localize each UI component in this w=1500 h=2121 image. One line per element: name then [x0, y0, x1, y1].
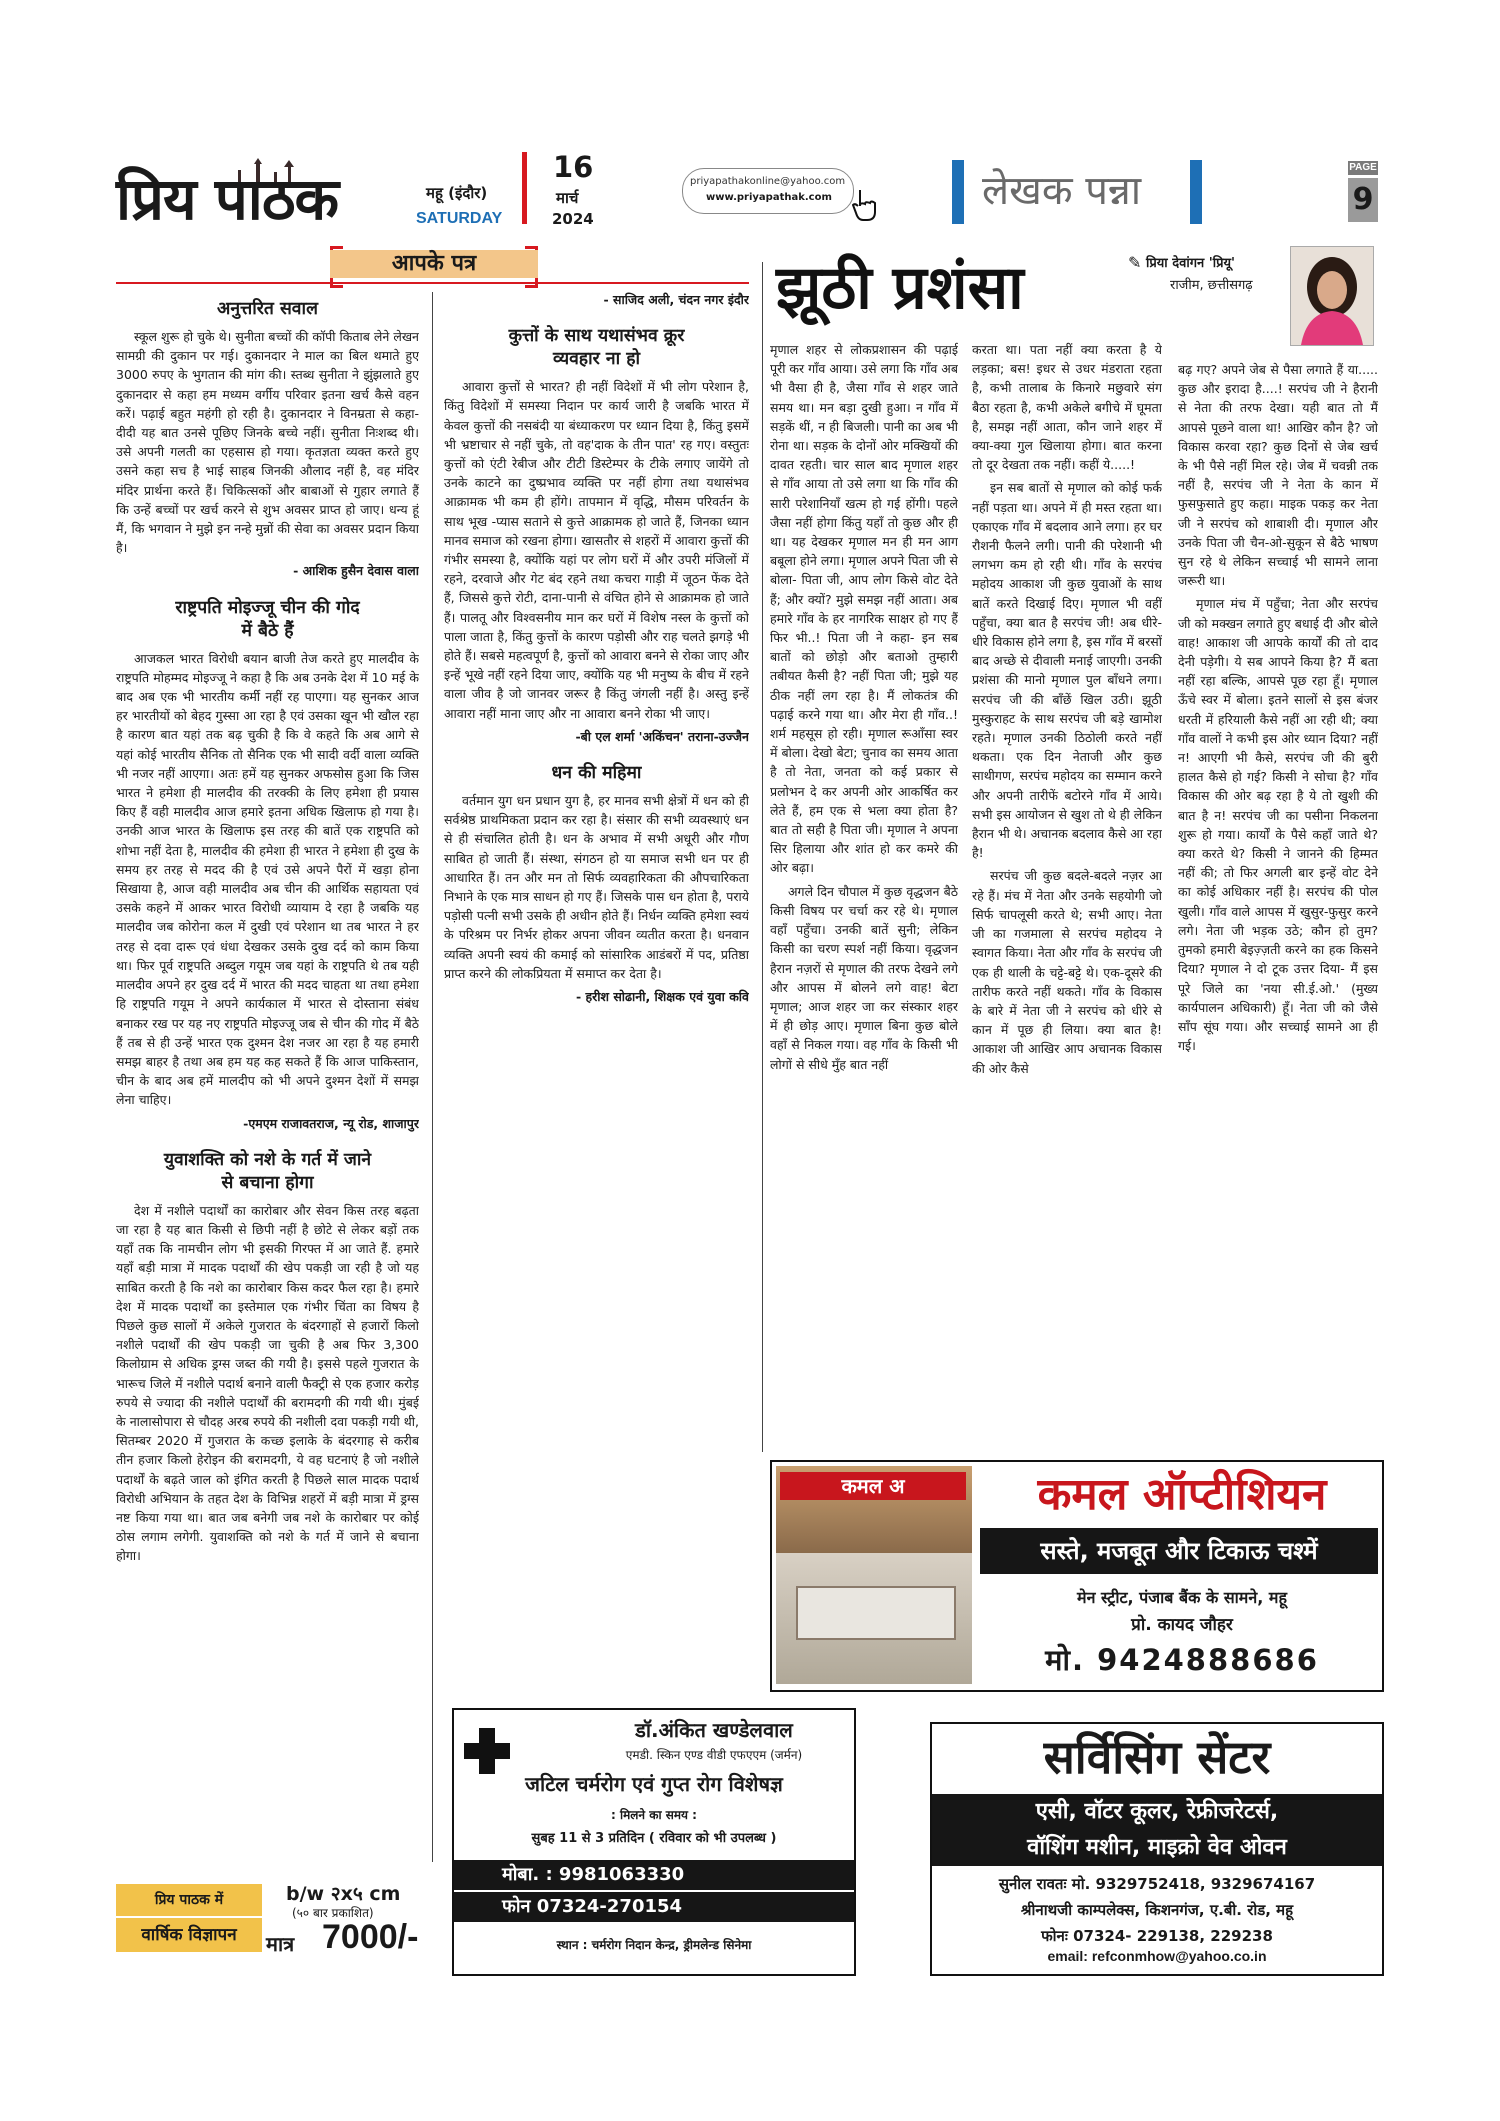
- rate-prefix: मात्र: [266, 1932, 295, 1956]
- doctor-name: डॉ.अंकित खण्डेलवाल: [635, 1718, 793, 1742]
- column-rule: [762, 262, 763, 1452]
- story-author: प्रिया देवांगन 'प्रियू': [1146, 256, 1236, 271]
- story-paragraph: अगले दिन चौपाल में कुछ वृद्धजन बैठे किसी विषय पर चर्चा कर रहे थे। मृणाल वहाँ पहुँचा। उनकी बातें सुनी; लेकिन किसी का चरण स्पर्श नहीं किया। वृद्धजन हैरान नज़रों से मृणाल की तरफ देखने लगे और आपस में बोलने लगे वाह! बेटा मृणाल; आज शहर जा कर संस्कार शहर में ही छोड़ आए। मृणाल बिना कुछ बोले वहाँ से निकल गया। वह गाँव के किसी भी लोगों से सीधे मुँह बात नहीं: [770, 883, 958, 1072]
- servicing-phone: फोनः 07324- 229138, 229238: [1041, 1927, 1273, 1945]
- doctor-mobile: मोबा. : 9981063330: [454, 1860, 854, 1890]
- story-paragraph: बढ़ गए? अपने जेब से पैसा लगाते हैं या..... कुछ और इरादा है....! सरपंच जी ने हैरानी से नेता की तरफ देखा। यही बात तो मैं आपसे पूछने वाला था! आखिर कौन है? जो विकास करवा रहा? कुछ दिनों से जेब खर्च के भी पैसे नहीं मिल रहे। जेब में चवन्नी तक नहीं है, सरपंच जी ने नेता के कान में फुसफुसाते हुए कहा। माइक पकड़ कर नेता जी ने सरपंच को शाबाशी दी। मृणाल और उनके पिता जी चैन-ओ-सुकून से बैठे भाषण सुन रहे थे लेकिन सच्चाई भी सामने लाना जरूरी था।: [1178, 362, 1378, 589]
- story-paragraph: करता था। पता नहीं क्या करता है ये लड़का; बस! इधर से उधर मंडराता रहता है, कभी तालाब के किनारे मछुवारे संग बैठा रहता है, कभी अकेले बगीचे में घूमता है, समझ नहीं आता, कौन जाने शहर में क्या-क्या गुल खिलाया होगा। बात करना तो दूर देखता तक नहीं। कहीं ये.....!: [972, 342, 1162, 473]
- letter-title: युवाशक्ति को नशे के गर्त में जाने से बचाना होगा: [163, 1149, 372, 1193]
- ad-title: कमल ऑप्टीशियन: [1037, 1469, 1327, 1520]
- shop-photo: [776, 1466, 972, 1684]
- story-paragraph: सरपंच जी कुछ बदले-बदले नज़र आ रहे हैं। मंच में नेता और उनके सहयोगी जो सिर्फ चापलूसी करते थे; सभी आए। नेता जी का गजमाला से सरपंच महोदय ने स्वागत किया। नेता और गाँव के सरपंच जी एक ही थाली के चट्टे-बट्टे थे। एक-दूसरे की तारीफ करते नहीं थकते। गाँव के विकास के बारे में नेता जी ने सरपंच को धीरे से कान में पूछ ही लिया। क्या बात है! आकाश जी आखिर आप अचानक विकास की ओर कैसे: [972, 868, 1162, 1076]
- dateline-city: महू (इंदौर): [426, 184, 488, 202]
- letter-body: स्कूल शुरू हो चुके थे। सुनीता बच्चों की कॉपी किताब लेने लेखन सामग्री की दुकान पर गई। दुकानदार ने माल का बिल थमाते हुए 3000 रुपए के भुगतान की मांग की। स्तब्ध सुनीता ने झुंझलाते हुए दुकानदार से कहा हम मध्यम वर्गीय परिवार इतना खर्च कैसे वहन करें। पढ़ाई बहुत महंगी हो रही है। दुकानदार ने विनम्रता से कहा- दीदी यह बात उनसे पूछिए जिनके बच्चे नहीं। सुनीता निःशब्द थी। उसे अपनी गलती का एहसास हो गया। कृतज्ञता व्यक्त करते हुए उसने कहा सच है भाई साहब जिनकी औलाद नहीं है, वह मंदिर मंदिर प्रार्थना करते हैं। चिकित्सकों और बाबाओं से गुहार लगाते हैं कि उन्हें बच्चों पर खर्च करने से शुभ अवसर प्राप्त हो जाए। धन्य हूं मैं, कि भगवान ने मुझे इन नन्हे मुन्नों की सेवा का अवसर प्रदान किया है।: [116, 329, 419, 556]
- rate-note: (५० बार प्रकाशित): [292, 1906, 374, 1920]
- story-column-3: [1178, 360, 1378, 1452]
- doctor-phone: फोन 07324-270154: [454, 1892, 854, 1922]
- story-paragraph: मृणाल मंच में पहुँचा; नेता और सरपंच जी को मक्खन लगाते हुए बधाई दी और बोले वाह! आकाश जी आपके कार्यों की तो दाद देनी पड़ेगी। ये सब आपने किया है? मैं बता नहीं रहा बल्कि, आपसे पूछ रहा हूँ। मृणाल ऊँचे स्वर में बोला। इतने सालों से इस बंजर धरती में हरियाली कैसे नहीं आ रही थी; क्या गाँव वालों ने कभी इस ओर ध्यान दिया? नहीं न! आएगी भी कैसे, सरपंच जी की बुरी हालत कैसे हो गई? किसी ने सोचा है? गाँव विकास की ओर बढ़ रहा है ये तो खुशी की बात है न! सरपंच जी का पसीना निकलना शुरू हो गया। कार्यों के पैसे कहाँ जाते थे? क्या करते थे? किसी ने जानने की हिम्मत नहीं की; तो फिर अगली बार इन्हें वोट देने का कोई अधिकार नहीं है। सरपंच की पोल खुली। गाँव वाले आपस में खुसुर-फुसुर करने लगे। नेता जी भड़क उठे; कौन हो तुम? तुमको हमारी बेइज़्ज़ती करने का हक किसने दिया? मृणाल ने दो टूक उत्तर दिया- मैं इस पूरे जिले का 'नया सी.ई.ओ.' (मुख्य कार्यपालन अधिकारी) हूँ। नेता जी को जैसे साँप सूंघ गया। और सच्चाई सामने आ ही गई।: [1178, 596, 1378, 1054]
- pointer-hand-icon: [852, 188, 880, 226]
- rate-size: b/w २x५ cm: [286, 1883, 401, 1905]
- column-rule: [432, 292, 433, 1862]
- servicing-contact: सुनील रावतः मो. 9329752418, 9329674167: [998, 1875, 1316, 1893]
- contact-email[interactable]: priyapathakonline@yahoo.com: [690, 176, 846, 187]
- story-title: झूठी प्रशंसा: [776, 253, 1024, 323]
- letters-section-title: आपके पत्र: [330, 250, 538, 278]
- servicing-services-1: एसी, वॉटर कूलर, रेफ्रीजरेटर्स,: [932, 1794, 1382, 1830]
- medical-cross-icon: [464, 1728, 510, 1774]
- letter-body: वर्तमान युग धन प्रधान युग है, हर मानव सभी क्षेत्रों में धन को ही सर्वश्रेष्ठ प्राथमिकता प्रदान कर रहा है। संसार की सभी व्यवस्थाएं धन से ही संचालित होती है। धन के अभाव में सभी अधूरी और गौण साबित हो जाती हैं। संस्था, संगठन हो या समाज सभी धन पर ही आधारित हैं। तन और मन तो सिर्फ व्यवहारिकता की औपचारिकता निभाने के एक मात्र साधन हो गए हैं। जिसके पास धन होता है, पराये पड़ोसी पत्नी सभी उसके ही अधीन होते हैं। निर्धन व्यक्ति हमेशा स्वयं के परिश्रम पर निर्भर होकर अपना जीवन व्यतीत करता है। धनवान व्यक्ति अपनी स्वयं की कमाई को सांसारिक आडंबरों में पद, प्रतिष्ठा प्राप्त करने की लोकप्रियता में समाप्त कर देता है।: [444, 793, 749, 981]
- dateline-month: मार्च: [556, 189, 579, 207]
- servicing-email[interactable]: email: refconmhow@yahoo.co.in: [1047, 1948, 1267, 1964]
- brand-name: प्रिय पाठक: [116, 165, 339, 233]
- page-number: 9: [1348, 178, 1378, 222]
- dateline-year: 2024: [552, 210, 594, 228]
- letters-column-2: [444, 288, 749, 1668]
- ad-servicing-center[interactable]: [930, 1722, 1384, 1976]
- story-column-2: [972, 340, 1162, 1452]
- letter-title: अनुत्तरित सवाल: [217, 299, 318, 319]
- ad-owner: प्रो. कायद जौहर: [1131, 1615, 1233, 1635]
- ad-mobile: मो. 9424888686: [1045, 1643, 1319, 1677]
- shop-sign: कमल अ: [780, 1472, 966, 1500]
- ad-rate-box: [116, 1880, 419, 1960]
- doctor-place: स्थान : चर्मरोग निदान केन्द्र, ड्रीमलेन्ड सिनेमा: [556, 1938, 752, 1952]
- letter-author: - हरीश सोढानी, शिक्षक एवं युवा कवि: [575, 989, 749, 1005]
- letter-author: - साजिद अली, चंदन नगर इंदौर: [603, 292, 749, 307]
- doctor-degree: एमडी. स्किन एण्ड वीडी एफएएम (जर्मन): [625, 1748, 803, 1762]
- story-location: राजीम, छत्तीसगढ़: [1170, 278, 1253, 293]
- letter-author: - आशिक हुसैन देवास वाला: [293, 563, 419, 579]
- section-title: लेखक पन्ना: [982, 168, 1142, 214]
- brand-logo: [116, 158, 364, 236]
- ad-tagline: सस्ते, मजबूत और टिकाऊ चश्में: [980, 1528, 1378, 1574]
- servicing-services-2: वॉशिंग मशीन, माइक्रो वेव ओवन: [932, 1830, 1382, 1866]
- contact-oval: [682, 168, 854, 214]
- rate-price: 7000/-: [322, 1918, 419, 1956]
- letter-body: आजकल भारत विरोधी बयान बाजी तेज करते हुए मालदीव के राष्ट्रपति मोहम्मद मोइज्जू ने कहा है कि अब उनके देश में 10 मई के बाद अब एक भी भारतीय कर्मी नहीं रह पाएगा। यह सुनकर आज हर भारतीयों को बेहद गुस्सा आ रहा है एवं उसका खून भी खौल रहा है कारण बात यहां तक बढ़ चुकी है कि वे कहते कि अब आगे से यहां कोई भारतीय सैनिक तो सैनिक एक भी सादी वर्दी वाला व्यक्ति भी नजर नहीं आएगा। अतः हमें यह सुनकर अफसोस हुआ कि जिस भारत ने हमेशा ही मालदीव की तरक्की के लिए हमेशा ही प्रयास किए हैं वही मालदीव आज हमारे इतना अधिक खिलाफ हो गया है। उनकी आज भारत के खिलाफ इस तरह की बातें एक राष्ट्रपति को शोभा नहीं देता है, मालदीव की हमेशा ही भारत ने हमेशा ही दुख के समय हर तरह से मदद की है एवं उसे अपने पैरों में खड़ा होना सिखाया है, आज वही मालदीव अब चीन की आर्थिक सहायता एवं उसके कहने में आकर भारत विरोधी व्यायाम दे रहा है जबकि यह मालदीव जब कोरोना कल में दुखी एवं परेशान था तब भारत ने हर तरह से दवा दारू एवं धंधा देखकर उसके दुख दर्द को काम किया था। फिर पूर्व राष्ट्रपति अब्दुल गयूम जब यहां के राष्ट्रपति थे तब यही मालदीव अपने हर दुख दर्द में भारत की मदद चाहता था तथा हमेशा हि राष्ट्रपति गयूम ने अपने कार्यकाल में भारत से दोस्ताना संबंध बनाकर रख पर यह नए राष्ट्रपति मोइज्जू जब से चीन की गोद में बैठे हैं तब से ही उन्हें भारत एक दुश्मन देश नजर आ रहा है यह हमारी समझ बाहर है तथा अब हम यह कह सकते हैं कि आज पाकिस्तान, चीन के बाद अब हमें मालदीप को भी अपने दुश्मन देशों में समझ लेना चाहिए।: [116, 650, 419, 1108]
- story-paragraph: मृणाल शहर से लोकप्रशासन की पढ़ाई पूरी कर गाँव आया। उसे लगा कि गाँव अब भी वैसा ही है, जैसा गाँव से शहर जाते समय था। मन बड़ा दुखी हुआ। न गाँव में सड़कें थीं, न ही बिजली। पानी का अब भी रोना था। सड़क के दोनों ओर मक्खियों की दावत रहती। चार साल बाद मृणाल शहर से गाँव आया तो उसे लगा था कि गाँव की सारी परेशानियाँ खत्म हो गई होंगी। पहले जैसा नहीं होगा किंतु यहाँ तो कुछ और ही था। यह देखकर मृणाल मन ही मन आग बबूला होने लगा। मृणाल अपने पिता जी से बोला- पिता जी, आप लोग किसे वोट देते हैं; और क्यों? मुझे समझ नहीं आता। अब हमारे गाँव के हर नागरिक साक्षर हो गए हैं फिर भी..! पिता जी ने कहा- इन सब बातों को छोड़ो और बताओ तुम्हारी तबीयत कैसी है? नहीं पिता जी; मुझे यह ठीक नहीं लग रहा है। मैं लोकतंत्र की पढ़ाई करने गया था। और मेरा ही गाँव..! शर्म महसूस हो रही। मृणाल रूआँसा स्वर में बोला। देखो बेटा; चुनाव का समय आता है तो नेता, जनता को कई प्रकार से प्रलोभन दे कर अपनी ओर आकर्षित कर लेते हैं, हम एक से भला क्या होता है? बात तो सही है पिता जी। मृणाल ने अपना सिर हिलाया और शांत हो कर कमरे की ओर बढ़ा।: [770, 342, 958, 876]
- ad-doctor[interactable]: [452, 1708, 856, 1976]
- doctor-timing: सुबह 11 से 3 प्रतिदिन ( रविवार को भी उपलब्ध ): [531, 1831, 777, 1846]
- header-underline: [116, 282, 749, 284]
- doctor-specialty: जटिल चर्मरोग एवं गुप्त रोग विशेषज्ञ: [525, 1772, 783, 1796]
- author-photo: [1290, 246, 1374, 346]
- story-column-1: [770, 340, 958, 1452]
- letter-title: कुत्तों के साथ यथासंभव क्रूर व्यवहार ना हो: [508, 326, 685, 370]
- pen-icon: ✎: [1128, 253, 1142, 272]
- rate-line-1: प्रिय पाठक में: [116, 1884, 262, 1916]
- dateline-day: 16: [553, 150, 594, 184]
- letters-column-1: [116, 288, 419, 1878]
- letter-title: धन की महिमा: [551, 763, 642, 784]
- letter-body: आवारा कुत्तों से भारत? ही नहीं विदेशों में भी लोग परेशान है, किंतु विदेशों में समस्या निदान पर कार्य जारी है जबकि भारत में केवल कुत्तों की नसबंदी या बंध्याकरण पर ध्यान दिया है, किंतु इसमें भी भ्रष्टाचार से नहीं चुके, तो वह'दाक के तीन पात' रह गए। वस्तुतः कुत्तों को एंटी रेबीज और टीटी डिस्टेम्पर के टीके लगाए जायेंगे तो उनके काटने का दुष्प्रभाव व्यक्ति पर नहीं होगा तथा यथासंभव आक्रामक भी कम ही होंगे। तापमान में वृद्धि, मौसम परिवर्तन के साथ भूख -प्यास सताने से कुत्ते आक्रामक हो जाते हैं, जिनका ध्यान मानव समाज को रखना होगा। खासतौर से शहरों में आवारा कुत्तों की गंभीर समस्या है, क्योंकि यहां पर लोग घरों में और उपरी मंजिलों में रहने, दरवाजे और गेट बंद रहने तथा कचरा गाड़ी में जूठन फेंक देते हैं, जिससे कुत्ते रोटी, दाना-पानी से वंचित होने से आक्रामक हो जाते हैं। पालतू और विश्वसनीय मान कर घरों में विशेष नस्ल के कुत्तों को पाला जाता है, किंतु कुत्तों के कारण पड़ोसी और राह चलते झगड़े भी होते हैं। सबसे महत्वपूर्ण है, कुत्तों को आवारा बनने से रोका जाए और इन्हें भूखे नहीं रहने दिया जाए, क्योंकि यह भी मनुष्य के बीच में रहने वाला जीव है जो जानवर जरूर है किंतु जंगली नहीं है। अस्तु इन्हें आवारा नहीं माना जाए और ना आवारा बनने रोका भी जाए।: [444, 379, 749, 721]
- letter-body: देश में नशीले पदार्थों का कारोबार और सेवन किस तरह बढ़ता जा रहा है यह बात किसी से छिपी नहीं है छोटे से लेकर बड़ों तक यहाँ तक कि नामचीन लोग भी इसकी गिरफ्त में आ जाते हैं. हमारे यहाँ बड़ी मात्रा में मादक पदार्थों की खेप पकड़ी जा रही है जो यह साबित करती है कि नशे का कारोबार किस कदर फैल रहा है। हमारे देश में मादक पदार्थों का इस्तेमाल एक गंभीर चिंता का विषय है पिछले कुछ सालों में अकेले गुजरात के बंदरगाहों से हजारों किलो नशीले पदार्थों की खेप पकड़ी जा चुकी है अब फिर 3,300 किलोग्राम से अधिक ड्रग्स जब्त की गयी है। इससे पहले गुजरात के भारूच जिले में नशीले पदार्थ बनाने वाली फैक्ट्री से एक हजार करोड़ रुपये से ज्यादा की नशीले पदार्थों की बरामदगी की गयी थी। मुंबई के नालासोपारा से चौदह अरब रुपये की नशीली दवा पकड़ी गयी थी, सितम्बर 2020 में गुजरात के कच्छ इलाके के बंदरगाह से करीब तीन हजार किलो हेरोइन की बरामदगी, ये वह घटनाएं है जो नशीले पदार्थों के बढ़ते जाल को इंगित करती है पिछले साल मादक पदार्थ विरोधी अभियान के तहत देश के विभिन्न शहरों में बड़ी मात्रा में ड्रग्स नष्ट किया गया था। बात जब बनेगी जब नशे के कारोबार पर कोई ठोस लगाम लगेगी. युवाशक्ति को नशे के गर्त में जाने से बचाना होगा।: [116, 1202, 419, 1564]
- dateline-weekday: SATURDAY: [416, 210, 503, 227]
- rate-line-2: वार्षिक विज्ञापन: [116, 1918, 262, 1952]
- doctor-timing-label: : मिलने का समय :: [611, 1808, 697, 1822]
- letter-title: राष्ट्रपति मोइज्जू चीन की गोद में बैठे हैं: [175, 597, 360, 641]
- servicing-title: सर्विसिंग सेंटर: [1043, 1730, 1271, 1784]
- story-paragraph: इन सब बातों से मृणाल को कोई फर्क नहीं पड़ता था। अपने में ही मस्त रहता था। एकाएक गाँव में बदलाव आने लगा। हर घर रौशनी फैलने लगी। पानी की परेशानी भी लगभग कम हो रही थी। गाँव के सरपंच महोदय आकाश जी कुछ युवाओं के साथ बातें करते दिखाई दिए। मृणाल भी वहीं पहुँचा, क्या बात है सरपंच जी! अब धीरे-धीरे विकास होने लगा है, इस गाँव में बरसों बाद अच्छे से दीवाली मनाई जाएगी। उनकी प्रशंसा की मानो मृणाल पुल बाँधने लगा। सरपंच जी की बाँछें खिल उठी। झूठी मुस्कुराहट के साथ सरपंच जी बड़े खामोश रहते। मृणाल उनकी ठिठोली करते नहीं थकता। एक दिन नेताजी और कुछ साथीगण, सरपंच महोदय का सम्मान करने और अपनी तारीफें बटोरने गाँव में आये। सभी इस आयोजन से खुश तो थे ही लेकिन हैरान भी थे। अचानक बदलाव कैसे आ रहा है!: [972, 480, 1162, 861]
- ad-kamal-optician[interactable]: [770, 1460, 1384, 1692]
- section-banner: [952, 160, 1202, 224]
- letter-author: -बी एल शर्मा 'अकिंचन' तराना-उज्जैन: [575, 728, 749, 744]
- contact-website[interactable]: www.priyapathak.com: [706, 192, 832, 203]
- page-label: PAGE: [1349, 162, 1377, 173]
- dateline-divider: [522, 152, 527, 224]
- letters-header: [330, 246, 538, 282]
- letter-author: -एमएम राजावतराज, न्यू रोड, शाजापुर: [243, 1115, 419, 1131]
- servicing-address: श्रीनाथजी काम्पलेक्स, किशनगंज, ए.बी. रोड, महू: [1020, 1901, 1294, 1919]
- ad-address: मेन स्ट्रीट, पंजाब बैंक के सामने, महू: [1077, 1588, 1287, 1607]
